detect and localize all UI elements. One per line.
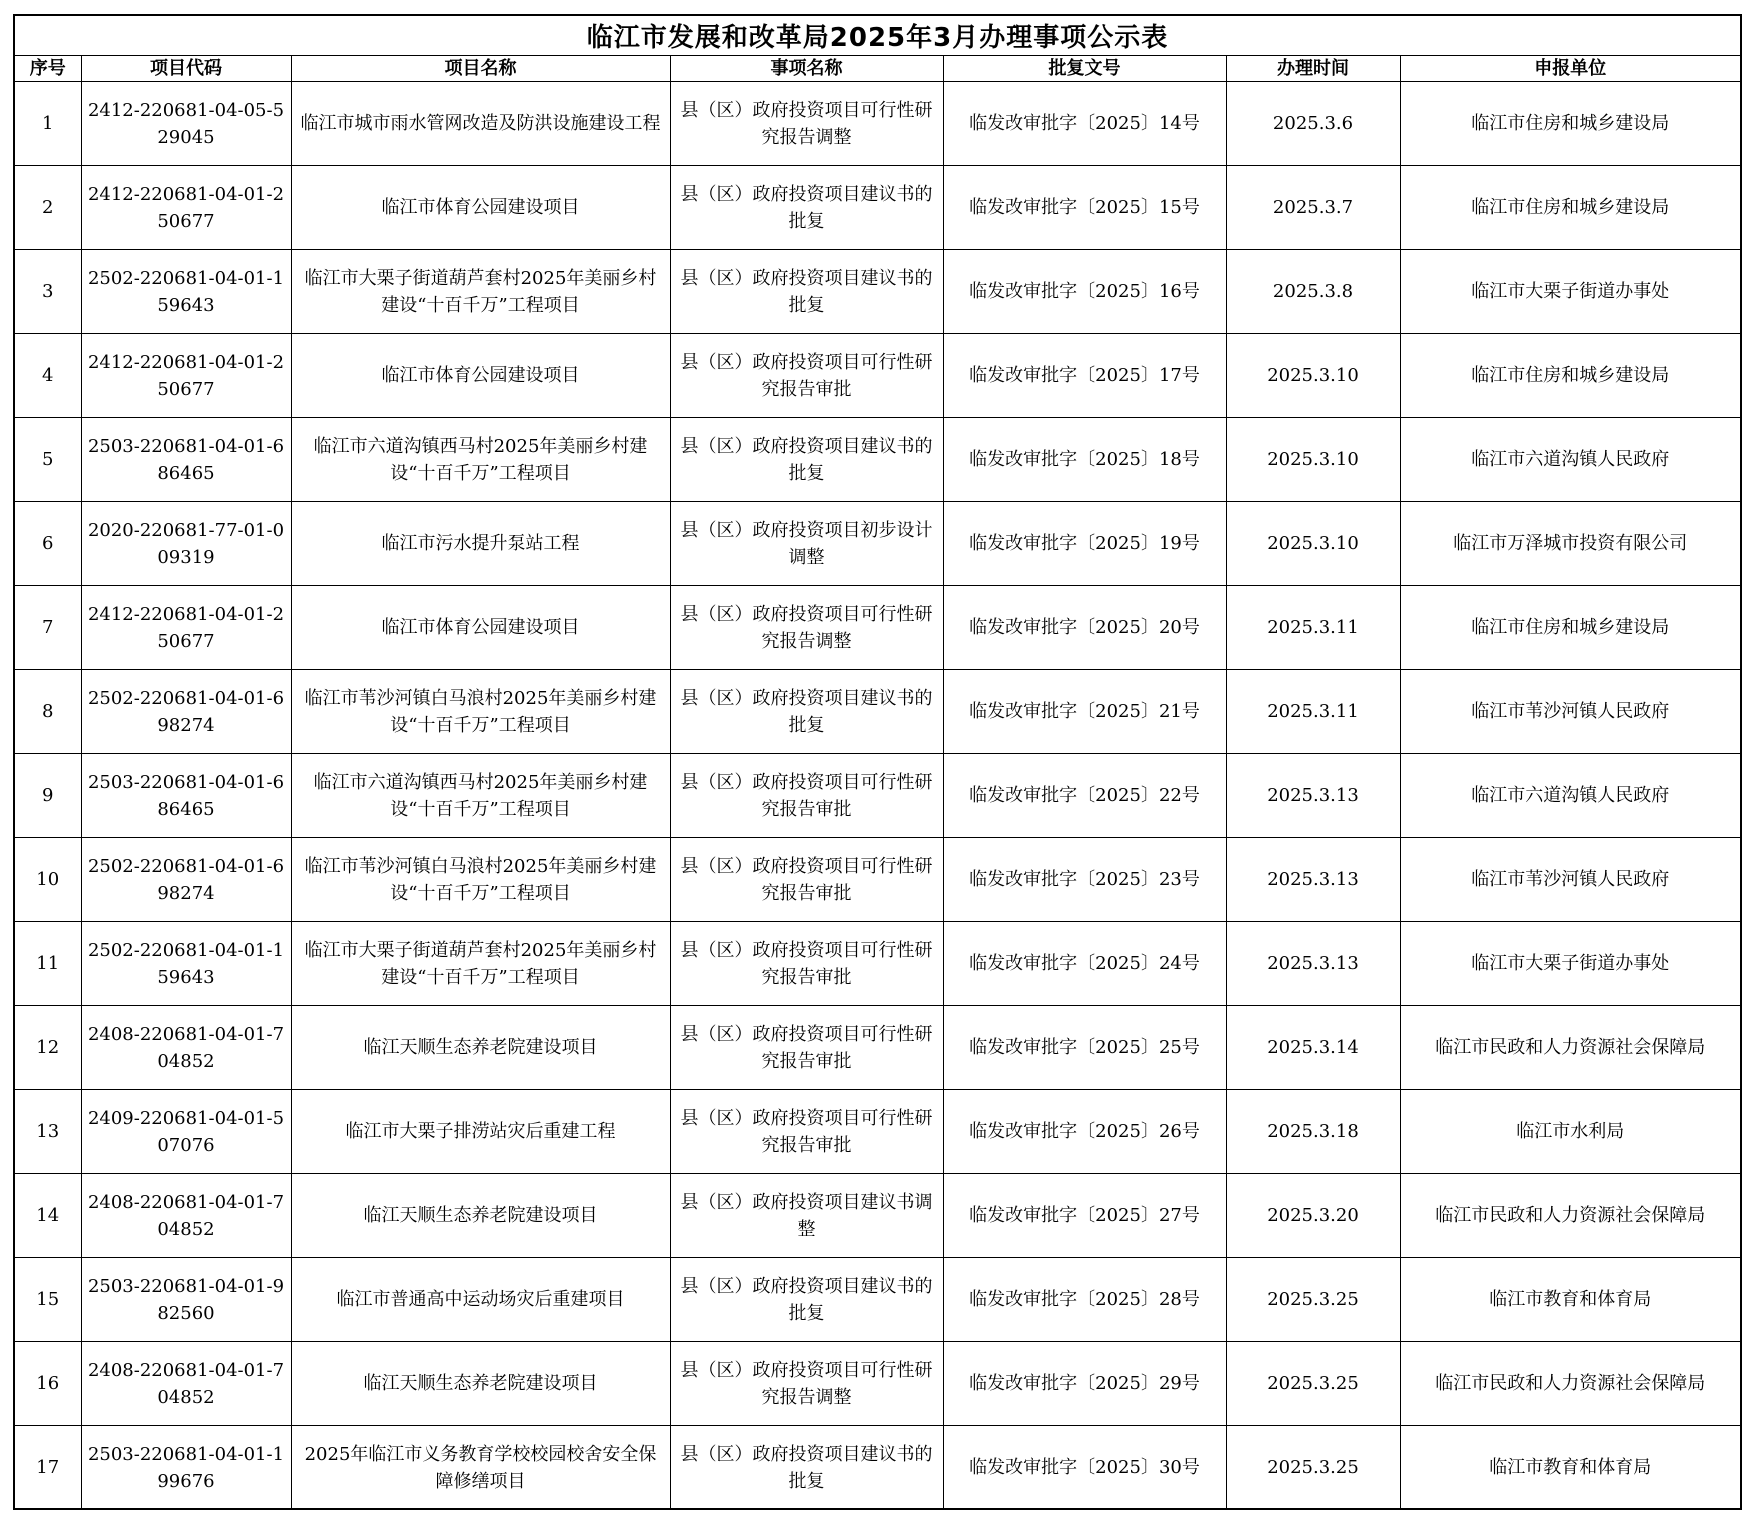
cell-seq: 16 [15, 1342, 81, 1426]
cell-seq: 4 [15, 334, 81, 418]
cell-approval-no: 临发改审批字〔2025〕20号 [943, 586, 1226, 670]
cell-approval-no: 临发改审批字〔2025〕23号 [943, 838, 1226, 922]
cell-handling-date: 2025.3.13 [1226, 838, 1400, 922]
cell-matter-name: 县（区）政府投资项目可行性研究报告调整 [670, 82, 943, 166]
cell-applicant: 临江市苇沙河镇人民政府 [1400, 838, 1740, 922]
cell-applicant: 临江市大栗子街道办事处 [1400, 250, 1740, 334]
cell-project-code: 2502-220681-04-01-698274 [81, 670, 291, 754]
cell-seq: 6 [15, 502, 81, 586]
cell-approval-no: 临发改审批字〔2025〕24号 [943, 922, 1226, 1006]
cell-project-name: 临江市六道沟镇西马村2025年美丽乡村建设“十百千万”工程项目 [291, 418, 670, 502]
cell-handling-date: 2025.3.13 [1226, 754, 1400, 838]
cell-applicant: 临江市民政和人力资源社会保障局 [1400, 1174, 1740, 1258]
cell-matter-name: 县（区）政府投资项目可行性研究报告审批 [670, 1090, 943, 1174]
cell-seq: 7 [15, 586, 81, 670]
cell-project-code: 2502-220681-04-01-159643 [81, 922, 291, 1006]
cell-matter-name: 县（区）政府投资项目建议书的批复 [670, 1258, 943, 1342]
cell-matter-name: 县（区）政府投资项目建议书的批复 [670, 1426, 943, 1510]
cell-matter-name: 县（区）政府投资项目初步设计调整 [670, 502, 943, 586]
cell-applicant: 临江市教育和体育局 [1400, 1426, 1740, 1510]
cell-project-code: 2503-220681-04-01-686465 [81, 418, 291, 502]
cell-project-code: 2503-220681-04-01-982560 [81, 1258, 291, 1342]
cell-matter-name: 县（区）政府投资项目可行性研究报告审批 [670, 1006, 943, 1090]
cell-applicant: 临江市住房和城乡建设局 [1400, 166, 1740, 250]
cell-matter-name: 县（区）政府投资项目建议书的批复 [670, 250, 943, 334]
cell-project-code: 2502-220681-04-01-698274 [81, 838, 291, 922]
cell-applicant: 临江市六道沟镇人民政府 [1400, 754, 1740, 838]
cell-seq: 17 [15, 1426, 81, 1510]
table-row [15, 838, 1740, 922]
cell-project-name: 临江市六道沟镇西马村2025年美丽乡村建设“十百千万”工程项目 [291, 754, 670, 838]
cell-seq: 1 [15, 82, 81, 166]
cell-project-name: 临江天顺生态养老院建设项目 [291, 1006, 670, 1090]
cell-project-name: 临江天顺生态养老院建设项目 [291, 1174, 670, 1258]
col-header-handling-date: 办理时间 [1226, 56, 1400, 82]
col-header-project-name: 项目名称 [291, 56, 670, 82]
cell-project-code: 2408-220681-04-01-704852 [81, 1342, 291, 1426]
table-row [15, 334, 1740, 418]
cell-project-name: 临江市大栗子街道葫芦套村2025年美丽乡村建设“十百千万”工程项目 [291, 922, 670, 1006]
cell-applicant: 临江市水利局 [1400, 1090, 1740, 1174]
cell-approval-no: 临发改审批字〔2025〕28号 [943, 1258, 1226, 1342]
cell-matter-name: 县（区）政府投资项目建议书的批复 [670, 418, 943, 502]
cell-project-code: 2412-220681-04-01-250677 [81, 166, 291, 250]
cell-applicant: 临江市民政和人力资源社会保障局 [1400, 1006, 1740, 1090]
cell-handling-date: 2025.3.18 [1226, 1090, 1400, 1174]
cell-project-name: 2025年临江市义务教育学校校园校舍安全保障修缮项目 [291, 1426, 670, 1510]
cell-handling-date: 2025.3.11 [1226, 670, 1400, 754]
cell-seq: 12 [15, 1006, 81, 1090]
cell-project-code: 2412-220681-04-05-529045 [81, 82, 291, 166]
cell-project-name: 临江市体育公园建设项目 [291, 586, 670, 670]
table-row [15, 754, 1740, 838]
cell-applicant: 临江市万泽城市投资有限公司 [1400, 502, 1740, 586]
cell-seq: 14 [15, 1174, 81, 1258]
cell-project-name: 临江市大栗子排涝站灾后重建工程 [291, 1090, 670, 1174]
cell-applicant: 临江市苇沙河镇人民政府 [1400, 670, 1740, 754]
cell-project-name: 临江市普通高中运动场灾后重建项目 [291, 1258, 670, 1342]
cell-project-name: 临江市城市雨水管网改造及防洪设施建设工程 [291, 82, 670, 166]
cell-seq: 8 [15, 670, 81, 754]
cell-project-name: 临江市体育公园建设项目 [291, 166, 670, 250]
cell-applicant: 临江市教育和体育局 [1400, 1258, 1740, 1342]
cell-applicant: 临江市住房和城乡建设局 [1400, 82, 1740, 166]
cell-handling-date: 2025.3.8 [1226, 250, 1400, 334]
items-table [15, 56, 1740, 1509]
cell-matter-name: 县（区）政府投资项目可行性研究报告审批 [670, 754, 943, 838]
cell-project-code: 2408-220681-04-01-704852 [81, 1006, 291, 1090]
cell-handling-date: 2025.3.11 [1226, 586, 1400, 670]
cell-approval-no: 临发改审批字〔2025〕27号 [943, 1174, 1226, 1258]
cell-project-name: 临江天顺生态养老院建设项目 [291, 1342, 670, 1426]
cell-project-code: 2503-220681-04-01-199676 [81, 1426, 291, 1510]
cell-project-code: 2412-220681-04-01-250677 [81, 586, 291, 670]
col-header-project-code: 项目代码 [81, 56, 291, 82]
cell-handling-date: 2025.3.25 [1226, 1426, 1400, 1510]
cell-approval-no: 临发改审批字〔2025〕17号 [943, 334, 1226, 418]
cell-project-code: 2409-220681-04-01-507076 [81, 1090, 291, 1174]
table-row [15, 1090, 1740, 1174]
table-row [15, 1258, 1740, 1342]
cell-matter-name: 县（区）政府投资项目建议书调整 [670, 1174, 943, 1258]
cell-matter-name: 县（区）政府投资项目可行性研究报告审批 [670, 922, 943, 1006]
announcement-table-sheet [13, 14, 1742, 1510]
table-row [15, 166, 1740, 250]
cell-handling-date: 2025.3.14 [1226, 1006, 1400, 1090]
cell-seq: 15 [15, 1258, 81, 1342]
cell-handling-date: 2025.3.25 [1226, 1342, 1400, 1426]
cell-handling-date: 2025.3.13 [1226, 922, 1400, 1006]
cell-handling-date: 2025.3.7 [1226, 166, 1400, 250]
cell-matter-name: 县（区）政府投资项目可行性研究报告审批 [670, 334, 943, 418]
cell-handling-date: 2025.3.6 [1226, 82, 1400, 166]
col-header-applicant: 申报单位 [1400, 56, 1740, 82]
cell-project-name: 临江市苇沙河镇白马浪村2025年美丽乡村建设“十百千万”工程项目 [291, 838, 670, 922]
cell-approval-no: 临发改审批字〔2025〕25号 [943, 1006, 1226, 1090]
col-header-approval-no: 批复文号 [943, 56, 1226, 82]
table-row [15, 670, 1740, 754]
cell-applicant: 临江市住房和城乡建设局 [1400, 586, 1740, 670]
cell-seq: 13 [15, 1090, 81, 1174]
cell-seq: 3 [15, 250, 81, 334]
table-row [15, 1174, 1740, 1258]
cell-matter-name: 县（区）政府投资项目可行性研究报告审批 [670, 838, 943, 922]
table-row [15, 250, 1740, 334]
cell-approval-no: 临发改审批字〔2025〕26号 [943, 1090, 1226, 1174]
cell-seq: 2 [15, 166, 81, 250]
cell-applicant: 临江市民政和人力资源社会保障局 [1400, 1342, 1740, 1426]
cell-project-name: 临江市污水提升泵站工程 [291, 502, 670, 586]
cell-handling-date: 2025.3.10 [1226, 334, 1400, 418]
table-row [15, 82, 1740, 166]
cell-seq: 9 [15, 754, 81, 838]
table-row [15, 502, 1740, 586]
cell-handling-date: 2025.3.10 [1226, 418, 1400, 502]
cell-approval-no: 临发改审批字〔2025〕22号 [943, 754, 1226, 838]
cell-project-code: 2020-220681-77-01-009319 [81, 502, 291, 586]
cell-approval-no: 临发改审批字〔2025〕18号 [943, 418, 1226, 502]
table-row [15, 586, 1740, 670]
cell-handling-date: 2025.3.20 [1226, 1174, 1400, 1258]
cell-approval-no: 临发改审批字〔2025〕14号 [943, 82, 1226, 166]
table-title: 临江市发展和改革局2025年3月办理事项公示表 [15, 16, 1740, 56]
cell-applicant: 临江市住房和城乡建设局 [1400, 334, 1740, 418]
cell-project-name: 临江市苇沙河镇白马浪村2025年美丽乡村建设“十百千万”工程项目 [291, 670, 670, 754]
cell-seq: 5 [15, 418, 81, 502]
cell-project-code: 2503-220681-04-01-686465 [81, 754, 291, 838]
cell-project-name: 临江市体育公园建设项目 [291, 334, 670, 418]
cell-matter-name: 县（区）政府投资项目可行性研究报告调整 [670, 1342, 943, 1426]
cell-approval-no: 临发改审批字〔2025〕30号 [943, 1426, 1226, 1510]
cell-project-name: 临江市大栗子街道葫芦套村2025年美丽乡村建设“十百千万”工程项目 [291, 250, 670, 334]
table-row [15, 1426, 1740, 1510]
cell-matter-name: 县（区）政府投资项目可行性研究报告调整 [670, 586, 943, 670]
cell-seq: 10 [15, 838, 81, 922]
cell-matter-name: 县（区）政府投资项目建议书的批复 [670, 670, 943, 754]
cell-applicant: 临江市六道沟镇人民政府 [1400, 418, 1740, 502]
col-header-seq: 序号 [15, 56, 81, 82]
cell-handling-date: 2025.3.25 [1226, 1258, 1400, 1342]
header-row [15, 56, 1740, 82]
cell-applicant: 临江市大栗子街道办事处 [1400, 922, 1740, 1006]
cell-approval-no: 临发改审批字〔2025〕15号 [943, 166, 1226, 250]
cell-handling-date: 2025.3.10 [1226, 502, 1400, 586]
cell-approval-no: 临发改审批字〔2025〕29号 [943, 1342, 1226, 1426]
table-row [15, 1006, 1740, 1090]
cell-approval-no: 临发改审批字〔2025〕16号 [943, 250, 1226, 334]
col-header-matter-name: 事项名称 [670, 56, 943, 82]
table-row [15, 1342, 1740, 1426]
cell-approval-no: 临发改审批字〔2025〕19号 [943, 502, 1226, 586]
cell-project-code: 2412-220681-04-01-250677 [81, 334, 291, 418]
cell-matter-name: 县（区）政府投资项目建议书的批复 [670, 166, 943, 250]
cell-approval-no: 临发改审批字〔2025〕21号 [943, 670, 1226, 754]
cell-project-code: 2502-220681-04-01-159643 [81, 250, 291, 334]
cell-project-code: 2408-220681-04-01-704852 [81, 1174, 291, 1258]
table-row [15, 418, 1740, 502]
table-row [15, 922, 1740, 1006]
cell-seq: 11 [15, 922, 81, 1006]
